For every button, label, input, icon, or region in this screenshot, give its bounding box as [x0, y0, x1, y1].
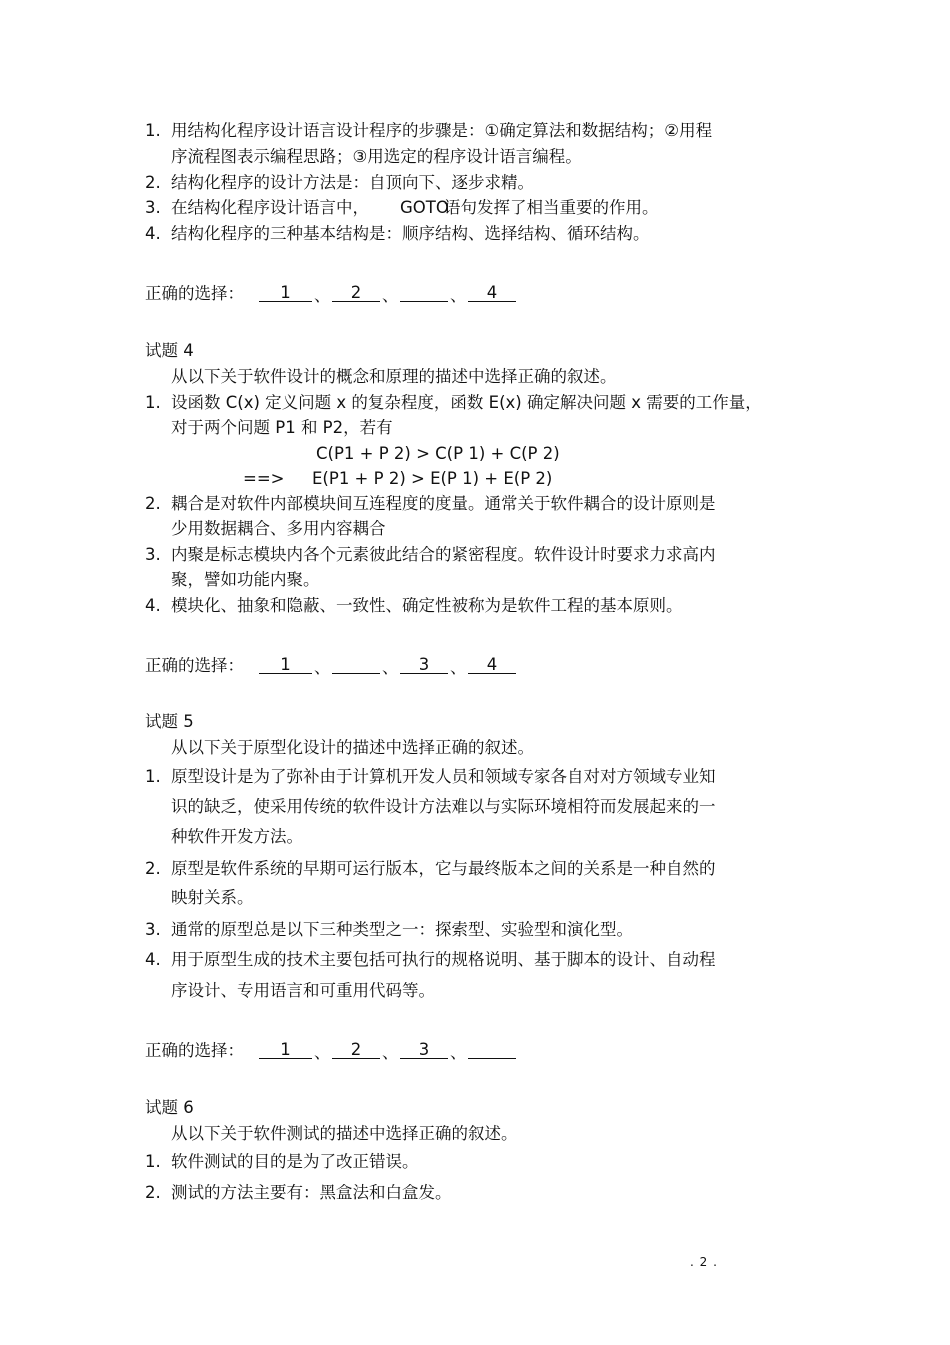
- answer-separator: 、: [450, 286, 467, 305]
- item-number: 1.: [145, 393, 161, 412]
- answer-label: 正确的选择：: [145, 1041, 244, 1060]
- item-text: 通常的原型总是以下三种类型之一：探索型、实验型和演化型。: [171, 920, 633, 939]
- item-text: 序设计、专用语言和可重用代码等。: [171, 981, 435, 1000]
- answer-separator: 、: [450, 658, 467, 677]
- answer-blank[interactable]: 2: [332, 1041, 380, 1059]
- answer-separator: 、: [450, 1043, 467, 1062]
- question-title: 试题 6: [145, 1098, 194, 1117]
- page-number: . 2 .: [690, 1255, 718, 1269]
- item-number: 4.: [145, 950, 161, 969]
- item-text: 聚，譬如功能内聚。: [171, 570, 320, 589]
- item-text: 种软件开发方法。: [171, 827, 303, 846]
- answer-blank[interactable]: 1: [259, 1041, 312, 1059]
- question-intro: 从以下关于软件设计的概念和原理的描述中选择正确的叙述。: [171, 367, 617, 386]
- answer-blank[interactable]: 4: [468, 656, 516, 674]
- item-number: 2.: [145, 859, 161, 878]
- item-number: 3.: [145, 545, 161, 564]
- question-title: 试题 5: [145, 712, 194, 731]
- item-text: 原型设计是为了弥补由于计算机开发人员和领域专家各自对对方领域专业知: [171, 767, 716, 786]
- item-text: 对于两个问题 P1 和 P2，若有: [171, 418, 393, 437]
- answer-blank[interactable]: 2: [332, 284, 380, 302]
- item-number: 3.: [145, 198, 161, 217]
- question-intro: 从以下关于原型化设计的描述中选择正确的叙述。: [171, 738, 534, 757]
- item-text: 内聚是标志模块内各个元素彼此结合的紧密程度。软件设计时要求力求高内: [171, 545, 716, 564]
- answer-blank[interactable]: 1: [259, 656, 312, 674]
- item-number: 4.: [145, 224, 161, 243]
- item-text-goto: GOTO: [400, 198, 449, 217]
- answer-separator: 、: [314, 658, 331, 677]
- formula-2: E(P1 + P 2) > E(P 1) + E(P 2): [312, 469, 553, 488]
- answer-blank[interactable]: 3: [400, 656, 448, 674]
- item-text: 模块化、抽象和隐蔽、一致性、确定性被称为是软件工程的基本原则。: [171, 596, 683, 615]
- answer-separator: 、: [382, 286, 399, 305]
- answer-blank[interactable]: [468, 1041, 516, 1059]
- item-text: 识的缺乏，使采用传统的软件设计方法难以与实际环境相符而发展起来的一: [171, 797, 716, 816]
- item-text: 设函数 C(x) 定义问题 x 的复杂程度，函数 E(x) 确定解决问题 x 需要的工作量，: [171, 393, 762, 412]
- item-text: 软件测试的目的是为了改正错误。: [171, 1152, 419, 1171]
- question-intro: 从以下关于软件测试的描述中选择正确的叙述。: [171, 1124, 518, 1143]
- item-text: 用结构化程序设计语言设计程序的步骤是：①确定算法和数据结构；②用程: [171, 121, 713, 140]
- answer-label: 正确的选择：: [145, 656, 244, 675]
- answer-separator: 、: [382, 658, 399, 677]
- answer-blank[interactable]: 3: [400, 1041, 448, 1059]
- answer-blank[interactable]: [400, 284, 448, 302]
- item-text: 耦合是对软件内部模块间互连程度的度量。通常关于软件耦合的设计原则是: [171, 494, 716, 513]
- answer-blank[interactable]: [332, 656, 380, 674]
- answer-separator: 、: [382, 1043, 399, 1062]
- item-number: 3.: [145, 920, 161, 939]
- item-number: 4.: [145, 596, 161, 615]
- formula-1: C(P1 + P 2) > C(P 1) + C(P 2): [316, 444, 560, 463]
- item-text: 语句发挥了相当重要的作用。: [444, 198, 659, 217]
- item-text: 结构化程序的设计方法是：自顶向下、逐步求精。: [171, 173, 534, 192]
- answer-separator: 、: [314, 1043, 331, 1062]
- answer-blank[interactable]: 4: [468, 284, 516, 302]
- item-text: 原型是软件系统的早期可运行版本，它与最终版本之间的关系是一种自然的: [171, 859, 716, 878]
- item-text: 用于原型生成的技术主要包括可执行的规格说明、基于脚本的设计、自动程: [171, 950, 716, 969]
- item-number: 1.: [145, 1152, 161, 1171]
- item-number: 2.: [145, 494, 161, 513]
- item-text: 映射关系。: [171, 888, 254, 907]
- item-text: 结构化程序的三种基本结构是：顺序结构、选择结构、循环结构。: [171, 224, 650, 243]
- item-number: 2.: [145, 173, 161, 192]
- formula-arrow: ==>: [243, 469, 285, 488]
- item-number: 1.: [145, 121, 161, 140]
- answer-label: 正确的选择：: [145, 284, 244, 303]
- item-text: 少用数据耦合、多用内容耦合: [171, 519, 386, 538]
- answer-separator: 、: [314, 286, 331, 305]
- answer-blank[interactable]: 1: [259, 284, 312, 302]
- item-text: 序流程图表示编程思路；③用选定的程序设计语言编程。: [171, 147, 582, 166]
- item-number: 1.: [145, 767, 161, 786]
- item-text: 在结构化程序设计语言中，: [171, 198, 369, 217]
- item-number: 2.: [145, 1183, 161, 1202]
- question-title: 试题 4: [145, 341, 194, 360]
- item-text: 测试的方法主要有：黑盒法和白盒发。: [171, 1183, 452, 1202]
